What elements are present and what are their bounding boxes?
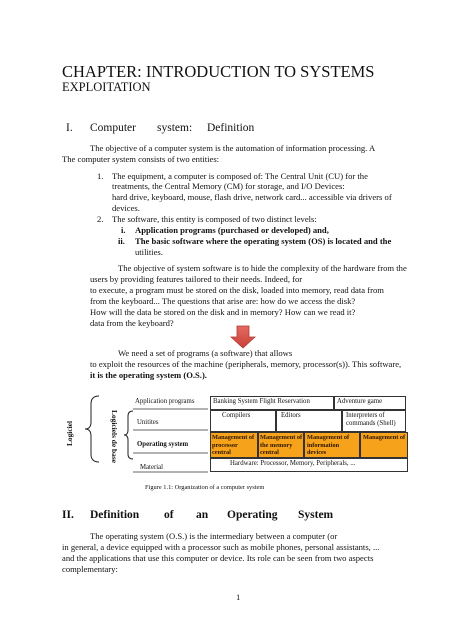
section2-heading-word: Operating — [227, 509, 278, 521]
section1-heading-word: Computer — [90, 122, 136, 134]
paragraph-line: How will the data be stored on the disk and in memory? How can we read it? — [90, 307, 356, 317]
sublist-item: The basic software where the operating system (OS) is located and the — [135, 236, 392, 246]
os-cell-label: Management of information devices — [307, 434, 350, 456]
paragraph-line: to exploit the resources of the machine (peripherals, memory, processor(s)). This software, — [90, 359, 402, 369]
paragraph-line: complementary: — [62, 564, 118, 574]
chapter-subtitle: EXPLOITATION — [62, 80, 151, 94]
paragraph-line: The computer system consists of two entities: — [62, 154, 220, 164]
app-cell-label: Banking System Flight Reservation — [213, 398, 310, 405]
list-item-line: hard drive, keyboard, mouse, flash drive, network card... accessible via drivers of — [112, 192, 392, 202]
sublist-number: ii. — [118, 236, 125, 246]
row-label-utilities: Unitites — [137, 419, 159, 426]
paragraph-line: data from the keyboard? — [90, 318, 174, 328]
paragraph-line: The objective of a computer system is the automation of information processing. A — [90, 143, 376, 153]
row-label-os: Operating system — [137, 441, 189, 448]
section2-heading-word: of — [164, 509, 174, 521]
figure-caption: Figure 1.1: Organization of a computer system — [145, 484, 265, 491]
section2-heading-word: Definition — [90, 509, 140, 521]
os-cell-label: Management of — [363, 434, 406, 441]
figure-separators — [125, 405, 210, 475]
paragraph-line: from the keyboard... The questions that arise are: how do we access the disk? — [90, 296, 356, 306]
list-item-line: The software, this entity is composed of two distinct levels: — [112, 214, 317, 224]
sublist-item: utilities. — [135, 247, 163, 257]
utility-cell-label: Interpreters of commands (Shell) — [346, 412, 396, 427]
section2-heading-word: System — [298, 509, 334, 521]
list-item-line: The equipment, a computer is composed of: The Central Unit (CU) for the — [112, 171, 368, 181]
brace-icon — [82, 394, 102, 464]
list-item-line: treatments, the Central Memory (CM) for storage, and I/O Devices: — [112, 181, 345, 191]
os-cell-label: Management of processor central — [212, 434, 255, 456]
down-arrow-icon — [230, 325, 256, 349]
list-number: 1. — [97, 171, 104, 181]
paragraph-line: We need a set of programs (a software) that allows — [118, 348, 293, 358]
utility-cell-label: Editors — [281, 412, 301, 419]
os-cell-label: Management of the memory central — [260, 434, 303, 456]
sublist-number: i. — [121, 225, 126, 235]
paragraph-line: it is the operating system (O.S.). — [90, 370, 207, 380]
chapter-title: CHAPTER: INTRODUCTION TO SYSTEMS — [62, 62, 375, 81]
paragraph-line: to execute, a program must be stored on the disk, loaded into memory, read data from — [90, 285, 384, 295]
page-number: 1 — [236, 592, 241, 602]
paragraph-line: and the applications that use this computer or device. Its role can be seen from two aspects — [62, 553, 374, 563]
paragraph-line: The objective of system software is to hide the complexity of the hardware from the — [118, 263, 407, 273]
logiciel-label: Logiciel — [65, 420, 75, 447]
hardware-cell-label: Hardware: Processor, Memory, Peripherals, ... — [230, 460, 356, 467]
sublist-item: Application programs (purchased or developed) and, — [135, 225, 329, 235]
section1-heading-word: system: — [157, 122, 193, 134]
logiciels-de-base-label: Logiciels de base — [109, 410, 119, 463]
row-label-application: Application programs — [135, 398, 195, 405]
list-number: 2. — [97, 214, 104, 224]
paragraph-line: The operating system (O.S.) is the intermediary between a computer (or — [90, 531, 338, 541]
paragraph-line: users by providing features tailored to their needs. Indeed, for — [90, 274, 303, 284]
utility-cell-label: Compilers — [222, 412, 251, 419]
list-item-line: devices. — [112, 203, 140, 213]
paragraph-line: in general, a device equipped with a processor such as mobile phones, personal assistants, ... — [62, 542, 380, 552]
app-cell-label: Adventure game — [337, 398, 383, 405]
section2-heading-word: an — [196, 509, 209, 521]
section2-number: II. — [62, 509, 74, 521]
section1-heading-word: Definition — [207, 122, 255, 134]
section1-number: I. — [66, 122, 73, 134]
row-label-material: Material — [140, 464, 164, 471]
